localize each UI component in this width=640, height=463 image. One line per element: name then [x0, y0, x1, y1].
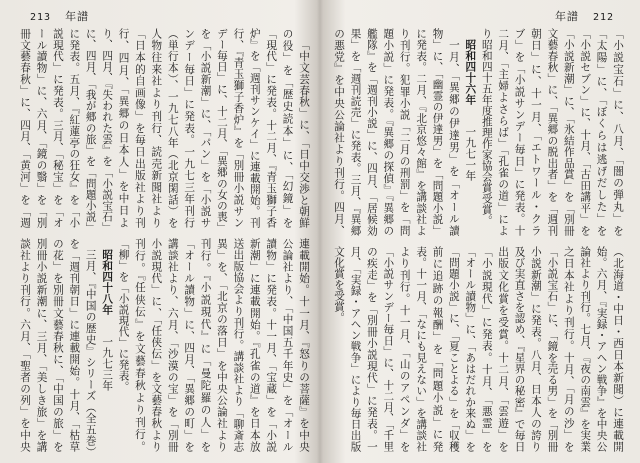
- body-paragraph: 三月、『中国の歴史』シリーズ（全五巻）を「週刊朝日」に連載開始。十月、「枯草の花」を別冊文藝春秋に、「中国の旅」を別冊小説新潮に、三月、「美しき旅」を講談社より刊行。六月、「聖者の列」を中央: [19, 238, 97, 452]
- year-era: 昭和四十六年: [464, 38, 477, 105]
- right-page: [320, 0, 640, 463]
- right-page-number: 212: [592, 12, 614, 23]
- continued-paragraph: 連載開始。十一月、『怒りの菩薩』を中央公論社より、「中国五千年史」を「オール讀物」に発表。十一月、「宝蔵」を「小説新潮」に連載開始。『孔雀の道』を日本放送出版協会より刊行。講談社より「聊斎志異」を、「北京の落日」を中央公論社より刊行。『小説現代』に「曼陀羅の人」を「オール讀物」に、四月、「異郷の町」を講談社より、六月、「沙漠の宝」を「別冊小説現代」に、「任侠伝」を文藝春秋より刊行。『任侠伝』を文藝春秋より刊行。「柳」を「小説現代」に発表。: [117, 238, 310, 452]
- year-heading: [99, 238, 115, 452]
- year-heading: [462, 28, 478, 236]
- year-western: 一九七一年: [464, 125, 477, 181]
- year-heading: [330, 246, 331, 452]
- left-page-number: 213: [30, 12, 52, 23]
- right-lower-text-block: [330, 246, 626, 452]
- right-page-header: [555, 8, 614, 24]
- body-paragraph: 「中文芸春秋」に、「日中交渉と朝鮮の役」を「歴史読本」に、「幻鏡」を「現代」に発表。十二月、『青玉獅子香炉』を「週刊サンケイ」に連載開始。刊行、『青玉獅子香炉』を「別冊小説サンデー毎日」に、十二月、「異郷の女の喪」を「小説新潮」に、「パン」を「小説サンデー毎日」に発表。一九七三年刊行（単行本）、一九七八年（北京閑話）を人物往来社より刊行、読売新聞社より「日本的自画像」を毎日出版社より刊行、四月、「異郷の日本人」を中日より、四月、『失われた雲』を「小説宝石」に、四月、「我が郷の旅」を「問題小説」に発表。五月、『紅蓮亭の狂女』を「小説現代」に発表。三月、「秘宝」を「オール讀物」に、六月、「鏡の翳」を「別冊文藝春秋」に、四月、「黄河」を「週: [19, 28, 310, 228]
- left-upper-text-block: [16, 28, 312, 228]
- left-running-title: 年譜: [65, 10, 90, 23]
- body-paragraph: 一月、「異郷の伊達男」を「オール讀物」に、「幽霊の伊達男」を「問題小説」に発表。二月、『北京悠々館』を講談社より刊行。犯罪小説「二月の刑罰」を「問題小説」に発表。『異郷の探偵』『異郷の艦隊』を「週刊小説」に、四月、「居候効果」を「週刊読売」に発表。三月、『異郷の悪党』を中央公論社より刊行。四月、: [333, 28, 460, 236]
- left-page-header: [30, 8, 89, 24]
- continued-paragraph: 「小説宝石」に、八月、「闇の弾丸」を「太陽」に、「ぼくらは逃げだした」を「小説セブン」に、十月、「古田講平」を「小説新潮」に、「氷結作品賞」を「別冊文藝春秋」に、「異郷の脱出者」を「週刊朝日」に、十一月、「エトワール・クラブ」を「小説サンデー毎日」に発表。十二月、「主婦よさらば」「孔雀の道」により昭和四十五年度推理作家協会賞受賞。: [480, 28, 624, 236]
- year-era: 昭和四十八年: [101, 248, 114, 315]
- right-upper-text-block: [330, 28, 626, 236]
- left-lower-text-block: [16, 238, 312, 452]
- continued-paragraph: （北海道・中日・西日本新聞）に連載開始。六月、『実録・アヘン戦争』を中央公論社より刊行。七月、『夜の南雲』を実業之日本社より刊行。十月、「月の沙」を「小説宝石」に、「鏡を売る男」を「別冊小説新潮」に発表。八月、日本人の誇り及び実直さを認め、『星界の秘密』で毎日出版文化賞を受賞。十二月、「雲遊」を「小説現代」に発表。十月、「悪霊」を「オール讀物」に、「あはだれか来ぬ」を「問題小説」に、「夏ことよる」を「収穫前に追跡の報酬」を「問題小説」に発表。十一月、「なにも見えない」を講談社より刊行。十一月、「山のアペンダ」を「小説サンデー毎日」に、十二月、「千里の疾走」を「別冊小説現代」に発表。一月、「実録・アヘン戦争」により毎日出版文化賞を受賞。: [333, 246, 624, 452]
- right-running-title: 年譜: [554, 10, 579, 23]
- year-western: 一九七三年: [101, 335, 114, 391]
